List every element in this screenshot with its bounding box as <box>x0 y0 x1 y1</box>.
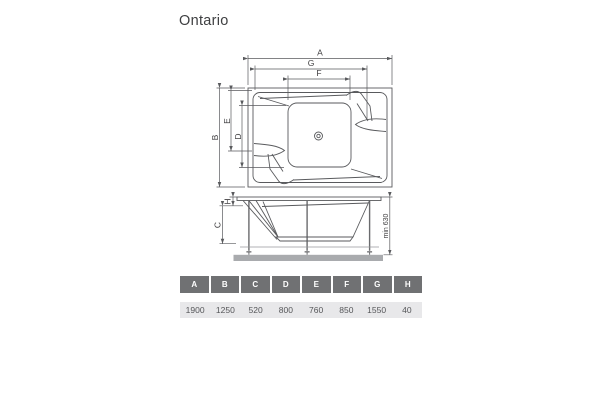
top-view <box>248 88 392 187</box>
dim-label-B: B <box>210 134 221 141</box>
table-header-cell: D <box>272 276 301 293</box>
table-value-cell: 40 <box>402 305 412 315</box>
side-rim <box>237 197 381 201</box>
armrest-left <box>254 144 285 157</box>
side-view-dimension-labels <box>213 198 390 238</box>
table-header-cell: F <box>333 276 362 293</box>
table-header-cell: G <box>363 276 392 293</box>
dim-label-A: A <box>317 47 323 58</box>
table-value-cell: 1250 <box>215 305 235 315</box>
dim-label-C: C <box>212 221 223 229</box>
drain-icon <box>315 132 323 140</box>
side-view-dimensions <box>220 197 393 255</box>
armrest-right <box>356 119 387 132</box>
dim-label-min-630: min 630 <box>382 213 390 239</box>
tub-bottom <box>276 237 353 241</box>
table-header-cell: E <box>302 276 331 293</box>
table-header-cell: B <box>211 276 240 293</box>
product-title: Ontario <box>179 13 229 29</box>
dimensions-table <box>180 276 422 318</box>
table-header-cell: H <box>394 276 423 293</box>
table-value-cell: 850 <box>339 305 354 315</box>
dim-label-H: H <box>222 198 233 205</box>
table-values-row <box>180 302 422 318</box>
dim-label-F: F <box>316 68 322 78</box>
dim-label-D: D <box>233 133 244 140</box>
table-value-cell: 760 <box>309 305 324 315</box>
top-view-dimension-labels <box>210 48 323 141</box>
table-value-cell: 520 <box>248 305 263 315</box>
table-value-cell: 1550 <box>367 305 387 315</box>
table-header-cell: A <box>180 276 209 293</box>
table-value-cell: 800 <box>278 305 293 315</box>
dim-label-G: G <box>307 58 315 68</box>
table-header-cell: C <box>241 276 270 293</box>
side-view <box>234 197 384 261</box>
table-header-row <box>180 276 422 293</box>
floor-bar <box>234 255 384 261</box>
dim-label-E: E <box>222 118 233 124</box>
table-value-cell: 1900 <box>185 305 205 315</box>
